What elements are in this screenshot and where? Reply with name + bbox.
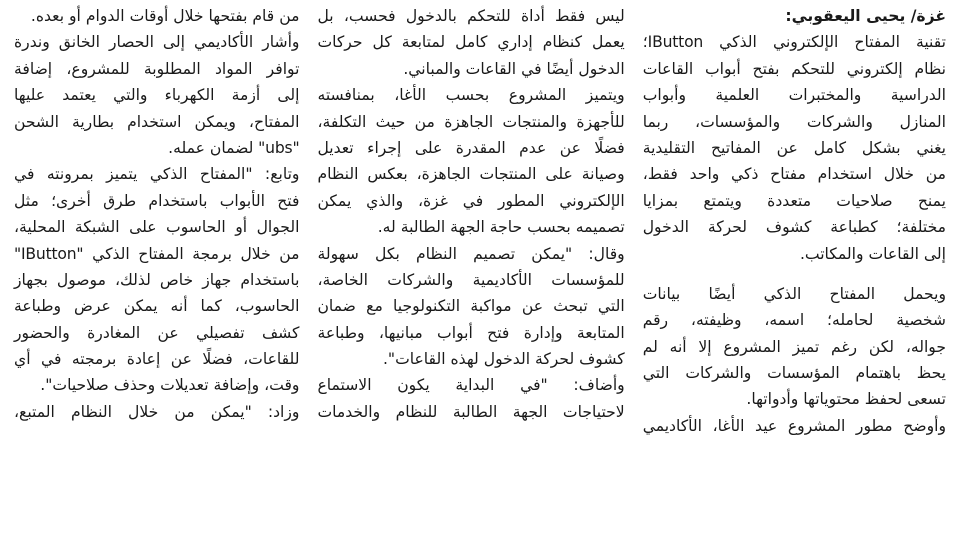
- paragraph-line: ويتميز المشروع بحسب الأغا، بمنافسته: [317, 86, 625, 105]
- paragraph-line: المفتاح، ويمكن استخدام بطارية الشحن: [14, 112, 300, 131]
- paragraph-line: من قام بفتحها خلال أوقات الدوام أو بعده.: [30, 7, 300, 25]
- paragraph-line: باستخدام جهاز خاص لذلك، موصول بجهاز: [14, 270, 300, 289]
- paragraph-line: وزاد: "يمكن من خلال النظام المتبع،: [14, 402, 300, 421]
- paragraph-line: إلى القاعات والمكاتب.: [799, 244, 946, 263]
- paragraph-line: التي تبحث عن مواكبة التكنولوجيا مع ضمان: [317, 297, 625, 316]
- article-byline: غزة/ يحيى اليعقوبي:: [785, 7, 946, 25]
- paragraph-line: الإلكتروني المطور في غزة، والذي يمكن: [317, 191, 625, 210]
- paragraph-line: وصيانة على المنتجات الجاهزة، بعكس النظام: [317, 165, 625, 184]
- paragraph-line: ليس فقط أداة للتحكم بالدخول فحسب، بل: [317, 7, 625, 25]
- paragraph-line: الدخول أيضًا في القاعات والمباني.: [403, 59, 625, 78]
- paragraph-line: الدراسية والمختبرات العلمية وأبواب: [642, 86, 946, 105]
- paragraph-line: توافر المواد المطلوبة للمشروع، إضافة: [14, 59, 300, 78]
- paragraph-line: يمنح صلاحيات متعددة ويتمتع بمزايا: [642, 191, 946, 210]
- paragraph-line: يحظ باهتمام المؤسسات والشركات التي: [642, 364, 946, 383]
- paragraph-line: نظام إلكتروني للتحكم بفتح أبواب القاعات: [642, 59, 946, 78]
- paragraph-line: وقت، وإضافة تعديلات وحذف صلاحيات".: [40, 376, 300, 395]
- paragraph-line: للأجهزة والمنتجات الجاهزة من حيث التكلفة،: [317, 112, 625, 131]
- paragraph-line: الحاسوب، كما أنه يمكن عرض وطباعة: [14, 297, 300, 316]
- paragraph-line: المتابعة وإدارة فتح أبواب مبانيها، وطباعة: [317, 323, 625, 342]
- paragraph-line: كشوف لحركة الدخول لهذه القاعات".: [382, 350, 625, 369]
- paragraph-line: تسعى لحفظ محتوياتها وأدواتها.: [746, 390, 946, 409]
- paragraph-line: تقنية المفتاح الإلكتروني الذكي IButton؛: [642, 33, 946, 52]
- article-column-left: [8, 0, 305, 535]
- paragraph-line: من خلال استخدام مفتاح ذكي واحد فقط،: [642, 165, 946, 184]
- paragraph-line: المنازل والشركات والمؤسسات، ربما: [642, 112, 946, 131]
- paragraph-line: كشف تفصيلي عن المغادرة والحضور: [14, 323, 300, 342]
- paragraph-line: للمؤسسات الأكاديمية والشركات الخاصة،: [317, 270, 625, 289]
- paragraph-gap: [643, 267, 946, 281]
- paragraph-line: "ubs" لضمان عمله.: [168, 138, 300, 157]
- paragraph-line: وقال: "يمكن تصميم النظام بكل سهولة: [317, 244, 625, 263]
- paragraph-line: إلى أزمة الكهرباء والتي يعتمد عليها: [14, 86, 300, 105]
- paragraph-line: الجوال أو الحاسوب على الشبكة المحلية،: [14, 218, 300, 237]
- paragraph-line: وأوضح مطور المشروع عيد الأغا، الأكاديمي: [642, 416, 946, 435]
- paragraph-line: فضلًا عن عدم المقدرة على إجراء تعديل: [317, 138, 625, 157]
- paragraph-line: وأشار الأكاديمي إلى الحصار الخانق وندرة: [14, 33, 300, 52]
- paragraph-line: فتح الأبواب باستخدام طرق أخرى؛ مثل: [14, 191, 300, 210]
- article-column-middle: [311, 0, 630, 535]
- paragraph-line: تصميمه بحسب حاجة الجهة الطالبة له.: [377, 218, 625, 237]
- paragraph-line: من خلال برمجة المفتاح الذكي "IButton": [14, 244, 300, 263]
- paragraph-line: ويحمل المفتاح الذكي أيضًا بيانات: [642, 284, 946, 303]
- paragraph-line: يعمل كنظام إداري كامل لمتابعة كل حركات: [317, 33, 625, 52]
- paragraph-line: لاحتياجات الجهة الطالبة للنظام والخدمات: [317, 402, 625, 421]
- paragraph-line: جواله، لكن رغم تميز المشروع إلا أنه لم: [642, 337, 946, 356]
- paragraph-line: وتابع: "المفتاح الذكي يتميز بمرونته في: [14, 165, 300, 184]
- paragraph-line: يغني بشكل كامل عن المفاتيح التقليدية: [642, 138, 946, 157]
- paragraph-line: شخصية لحامله؛ اسمه، وظيفته، رقم: [642, 311, 946, 330]
- paragraph-line: وأضاف: "في البداية يكون الاستماع: [317, 376, 625, 395]
- article-column-right: [637, 0, 952, 535]
- paragraph-line: للقاعات، فضلًا عن إعادة برمجته في أي: [14, 350, 300, 369]
- paragraph-line: مختلفة؛ كطباعة كشوف لحركة الدخول: [642, 218, 946, 237]
